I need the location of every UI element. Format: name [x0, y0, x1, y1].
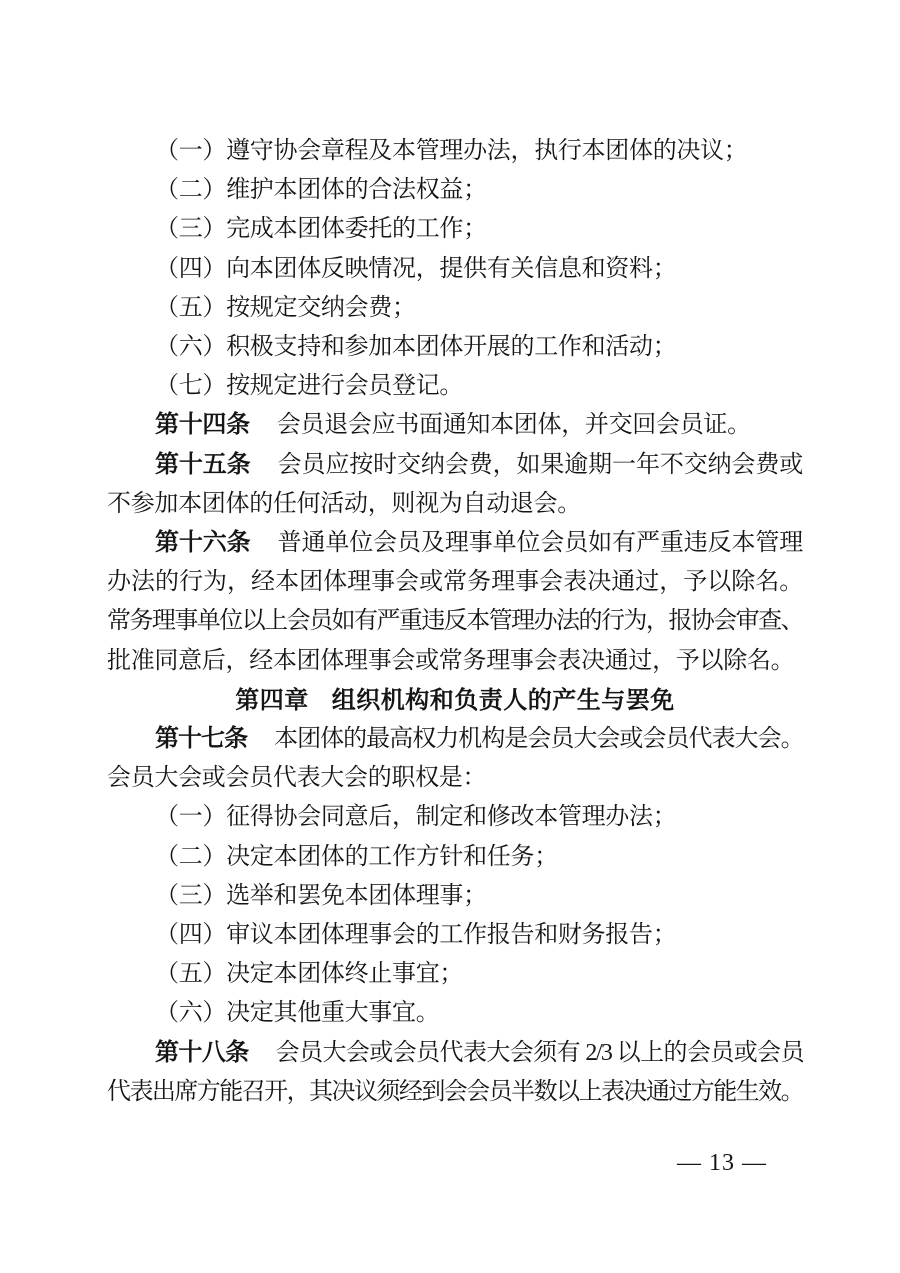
- text-line: 不参加本团体的任何活动，则视为自动退会。: [107, 490, 581, 517]
- list-item-line: （五）决定本团体终止事宜；: [155, 961, 464, 988]
- article-number: 第十五条: [155, 451, 251, 478]
- article-text: 会员退会应书面通知本团体，并交回会员证。: [276, 412, 751, 439]
- list-item-line: （二）决定本团体的工作方针和任务；: [155, 843, 558, 870]
- article-text: 普通单位会员及理事单位会员如有严重违反本管理: [277, 530, 803, 557]
- text-line: 批准同意后，经本团体理事会或常务理事会表决通过，予以除名。: [107, 647, 795, 674]
- article-number: 第十八条: [155, 1039, 249, 1066]
- page-number: — 13 —: [677, 1150, 767, 1176]
- article-line: [107, 1034, 803, 1073]
- text-line: 会员大会或会员代表大会的职权是：: [107, 765, 487, 792]
- list-item-line: （四）审议本团体理事会的工作报告和财务报告；: [155, 922, 677, 949]
- article-number: 第十六条: [155, 530, 251, 557]
- list-item-line: （六）决定其他重大事宜。: [155, 1000, 440, 1027]
- list-item-line: （一）征得协会同意后，制定和修改本管理办法；: [155, 804, 677, 831]
- list-item-line: （五）按规定交纳会费；: [155, 294, 416, 321]
- article-line: [107, 406, 803, 445]
- chapter-title: 组织机构和负责人的产生与罢免: [331, 686, 675, 714]
- list-item-line: （三）选举和罢免本团体理事；: [155, 882, 487, 909]
- list-item-line: （二）维护本团体的合法权益；: [155, 177, 487, 204]
- article-text: 本团体的最高权力机构是会员大会或会员代表大会。: [274, 726, 803, 753]
- chapter-heading: [107, 681, 803, 720]
- list-item-line: （七）按规定进行会员登记。: [155, 373, 464, 400]
- list-item-line: （一）遵守协会章程及本管理办法，执行本团体的决议；: [155, 138, 748, 164]
- article-line: [107, 720, 803, 759]
- text-line: 办法的行为，经本团体理事会或常务理事会表决通过，予以除名。: [107, 569, 803, 596]
- article-text: 会员大会或会员代表大会须有 2/3 以上的会员或会员: [275, 1039, 803, 1066]
- list-item-line: （三）完成本团体委托的工作；: [155, 216, 487, 243]
- article-number: 第十七条: [155, 726, 248, 753]
- article-line: [107, 446, 803, 485]
- text-line: 常务理事单位以上会员如有严重违反本管理办法的行为，报协会审查、: [107, 608, 803, 635]
- chapter-number: 第四章: [235, 686, 309, 714]
- text-line: 代表出席方能召开，其决议须经到会会员半数以上表决通过方能生效。: [107, 1078, 803, 1105]
- article-text: 会员应按时交纳会费，如果逾期一年不交纳会费或: [277, 451, 803, 478]
- list-item-line: （六）积极支持和参加本团体开展的工作和活动；: [155, 334, 677, 361]
- document-body: [107, 132, 803, 1112]
- article-number: 第十四条: [155, 412, 250, 439]
- list-item-line: （四）向本团体反映情况，提供有关信息和资料；: [155, 255, 677, 282]
- article-line: [107, 524, 803, 563]
